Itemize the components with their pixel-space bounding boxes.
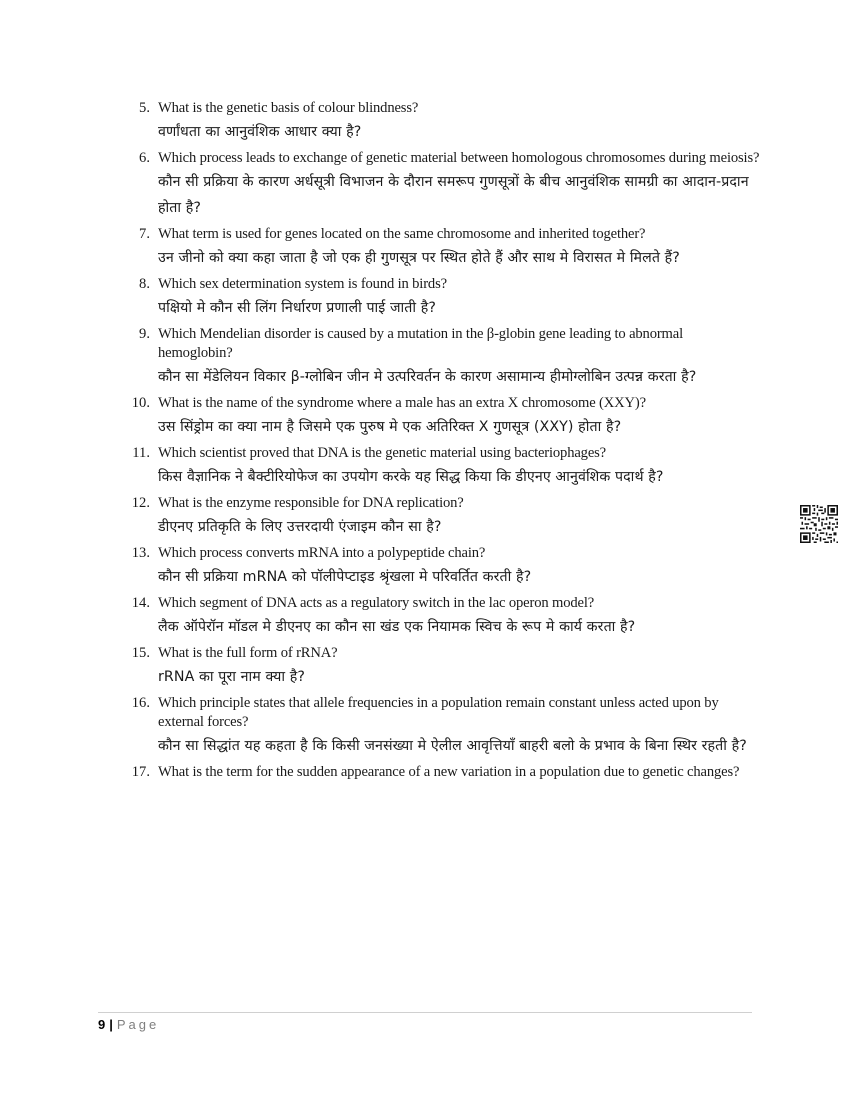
question-english: Which sex determination system is found in birds? xyxy=(158,276,447,292)
question-hindi: कौन सी प्रक्रिया mRNA को पॉलीपेप्टाइड श्रृंखला मे परिवर्तित करती है? xyxy=(158,569,532,585)
question-hindi: लैक ऑपेरॉन मॉडल मे डीएनए का कौन सा खंड एक नियामक स्विच के रूप मे कार्य करता है? xyxy=(158,619,636,635)
question-hindi: कौन सा सिद्धांत यह कहता है कि किसी जनसंख्या मे ऐलील आवृत्तियाँ बाहरी बलो के प्रभाव के बिना स्थिर रहती है? xyxy=(158,738,747,754)
question-item xyxy=(120,394,760,440)
question-english: Which process converts mRNA into a polypeptide chain? xyxy=(158,545,486,561)
question-number: 8. xyxy=(139,276,150,292)
page-word: Page xyxy=(116,1017,160,1032)
question-item xyxy=(120,275,760,321)
question-english: Which process leads to exchange of genetic material between homologous chromosomes during meiosis? xyxy=(158,150,760,166)
question-number: 10. xyxy=(131,395,150,411)
question-english: What is the genetic basis of colour blindness? xyxy=(158,100,419,116)
question-english: Which Mendelian disorder is caused by a mutation in the β-globin gene leading to abnormal hemoglobin? xyxy=(158,326,683,361)
question-number: 11. xyxy=(132,445,150,461)
page-label xyxy=(98,1017,752,1032)
question-number: 15. xyxy=(131,645,150,661)
question-number: 13. xyxy=(131,545,150,561)
question-english: Which principle states that allele frequencies in a population remain constant unless acted upon by external forces? xyxy=(158,695,719,730)
page-number: 9 xyxy=(98,1017,106,1032)
question-list xyxy=(120,99,760,786)
question-item xyxy=(120,644,760,690)
question-english: What is the enzyme responsible for DNA replication? xyxy=(158,495,464,511)
question-item xyxy=(120,763,760,782)
question-number: 6. xyxy=(139,150,150,166)
question-item xyxy=(120,149,760,221)
question-item xyxy=(120,694,760,759)
question-number: 9. xyxy=(139,326,150,342)
question-item xyxy=(120,444,760,490)
question-hindi: rRNA का पूरा नाम क्या है? xyxy=(158,669,306,685)
page-separator: | xyxy=(109,1017,113,1032)
question-item xyxy=(120,594,760,640)
question-number: 14. xyxy=(131,595,150,611)
question-number: 17. xyxy=(131,764,150,780)
question-english: Which scientist proved that DNA is the genetic material using bacteriophages? xyxy=(158,445,607,461)
question-item xyxy=(120,225,760,271)
question-hindi: डीएनए प्रतिकृति के लिए उत्तरदायी एंजाइम कौन सा है? xyxy=(158,519,442,535)
qr-code-graphic xyxy=(800,505,838,543)
question-hindi: वर्णांधता का आनुवंशिक आधार क्या है? xyxy=(158,124,362,140)
question-number: 5. xyxy=(139,100,150,116)
qr-code-icon xyxy=(800,505,838,543)
question-hindi: कौन सी प्रक्रिया के कारण अर्धसूत्री विभाजन के दौरान समरूप गुणसूत्रों के बीच आनुवंशिक सामग्री का आदान-प्रदान होता है? xyxy=(158,174,749,216)
question-number: 7. xyxy=(139,226,150,242)
question-hindi: किस वैज्ञानिक ने बैक्टीरियोफेज का उपयोग करके यह सिद्ध किया कि डीएनए आनुवंशिक पदार्थ है? xyxy=(158,469,664,485)
question-item xyxy=(120,325,760,390)
question-item xyxy=(120,99,760,145)
question-hindi: पक्षियो मे कौन सी लिंग निर्धारण प्रणाली पाई जाती है? xyxy=(158,300,437,316)
question-item xyxy=(120,494,760,540)
question-hindi: कौन सा मेंडेलियन विकार β-ग्लोबिन जीन मे उत्परिवर्तन के कारण असामान्य हीमोग्लोबिन उत्पन्न करता है? xyxy=(158,369,697,385)
question-english: What is the name of the syndrome where a male has an extra X chromosome (XXY)? xyxy=(158,395,646,411)
question-english: What is the full form of rRNA? xyxy=(158,645,338,661)
question-english: What is the term for the sudden appearance of a new variation in a population due to genetic changes? xyxy=(158,764,740,780)
question-english: What term is used for genes located on the same chromosome and inherited together? xyxy=(158,226,646,242)
question-hindi: उस सिंड्रोम का क्या नाम है जिसमे एक पुरुष मे एक अतिरिक्त X गुणसूत्र (XXY) होता है? xyxy=(158,419,622,435)
question-english: Which segment of DNA acts as a regulatory switch in the lac operon model? xyxy=(158,595,595,611)
question-number: 16. xyxy=(131,695,150,711)
footer-divider xyxy=(98,1012,752,1013)
question-number: 12. xyxy=(131,495,150,511)
page-footer xyxy=(98,1012,752,1032)
question-hindi: उन जीनो को क्या कहा जाता है जो एक ही गुणसूत्र पर स्थित होते हैं और साथ मे विरासत मे मिलते हैं? xyxy=(158,250,680,266)
question-item xyxy=(120,544,760,590)
